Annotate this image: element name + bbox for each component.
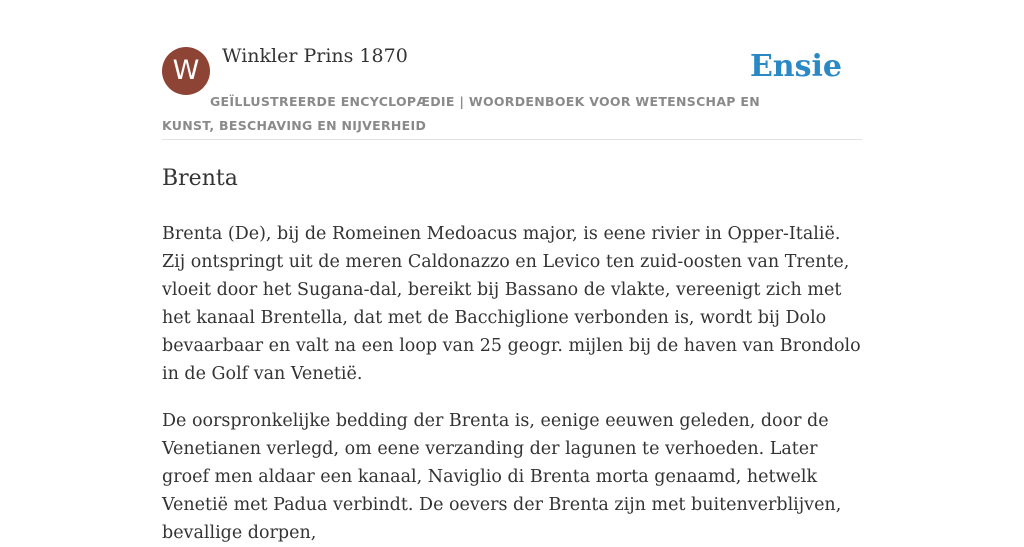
article-paragraph-1: Brenta (De), bij de Romeinen Medoacus major, is eene rivier in Opper-Italië. Zij ontspringt uit de meren Caldonazzo en Levico ten zuid-oosten van Trente, vloeit door het Sugana-dal, bereikt bij Bassano de vlakte, vereenigt zich met het kanaal Brentella, dat met de Bacchiglione verbonden is, wordt bij Dolo bevaarbaar en valt na een loop van 25 geogr. mijlen bij de haven van Brondolo in de Golf van Venetië. — [162, 224, 861, 384]
header — [162, 0, 862, 140]
source-avatar[interactable]: W — [162, 47, 210, 95]
source-title-link[interactable]: Winkler Prins 1870 — [222, 45, 408, 67]
article-title: Brenta — [162, 166, 238, 191]
source-subtitle: GEÏLLUSTREERDE ENCYCLOPÆDIE | WOORDENBOEK VOOR WETENSCHAP EN KUNST, BESCHAVING EN NIJVERHEID — [162, 94, 760, 133]
page-container — [162, 0, 862, 547]
article-paragraph-2: De oorspronkelijke bedding der Brenta is, eenige eeuwen geleden, door de Venetianen verlegd, om eene verzanding der lagunen te verhoeden. Later groef men aldaar een kanaal, Naviglio di Brenta morta genaamd, hetwelk Venetië met Padua verbindt. De oevers der Brenta zijn met buitenverblijven, bevallige dorpen, — [162, 411, 842, 543]
ensie-logo-link[interactable]: Ensie — [749, 49, 842, 84]
